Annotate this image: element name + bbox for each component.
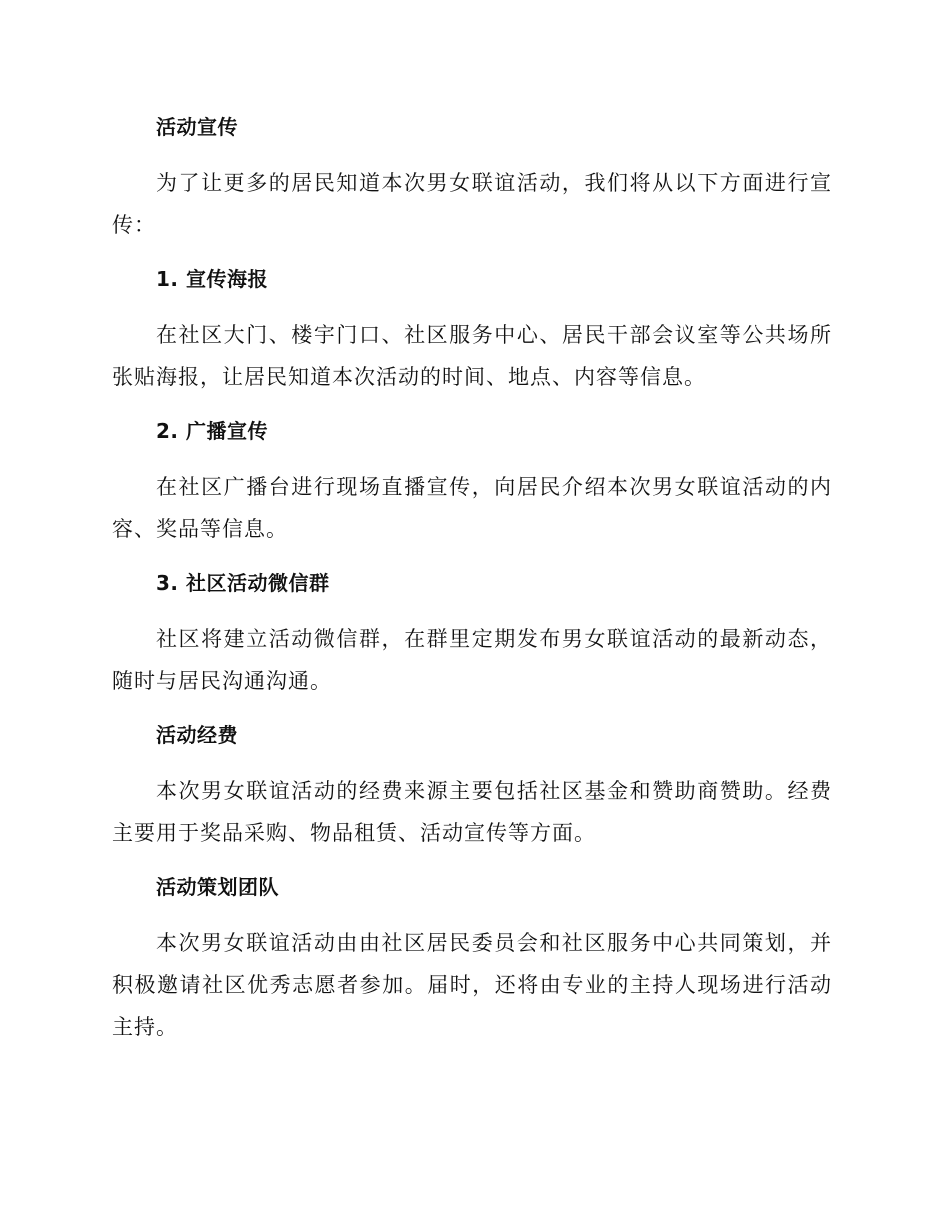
subheading-broadcast: 2. 广播宣传 — [156, 419, 268, 443]
paragraph-promotion-intro: 为了让更多的居民知道本次男女联谊活动，我们将从以下方面进行宣传： — [112, 171, 832, 237]
paragraph-broadcast: 在社区广播台进行现场直播宣传，向居民介绍本次男女联谊活动的内容、奖品等信息。 — [112, 475, 832, 541]
subheading-wechat-group: 3. 社区活动微信群 — [156, 571, 330, 595]
document-page — [112, 108, 832, 1062]
section-heading-planning-team: 活动策划团队 — [156, 875, 279, 899]
paragraph-planning-team: 本次男女联谊活动由由社区居民委员会和社区服务中心共同策划，并积极邀请社区优秀志愿者参加。届时，还将由专业的主持人现场进行活动主持。 — [112, 931, 832, 1039]
paragraph-poster: 在社区大门、楼宇门口、社区服务中心、居民干部会议室等公共场所张贴海报，让居民知道本次活动的时间、地点、内容等信息。 — [112, 323, 832, 389]
section-heading-funding: 活动经费 — [156, 723, 238, 747]
paragraph-wechat-group: 社区将建立活动微信群，在群里定期发布男女联谊活动的最新动态，随时与居民沟通沟通。 — [112, 627, 832, 693]
subheading-poster: 1. 宣传海报 — [156, 267, 268, 291]
section-heading-promotion: 活动宣传 — [156, 115, 238, 139]
paragraph-funding: 本次男女联谊活动的经费来源主要包括社区基金和赞助商赞助。经费主要用于奖品采购、物品租赁、活动宣传等方面。 — [112, 779, 832, 845]
